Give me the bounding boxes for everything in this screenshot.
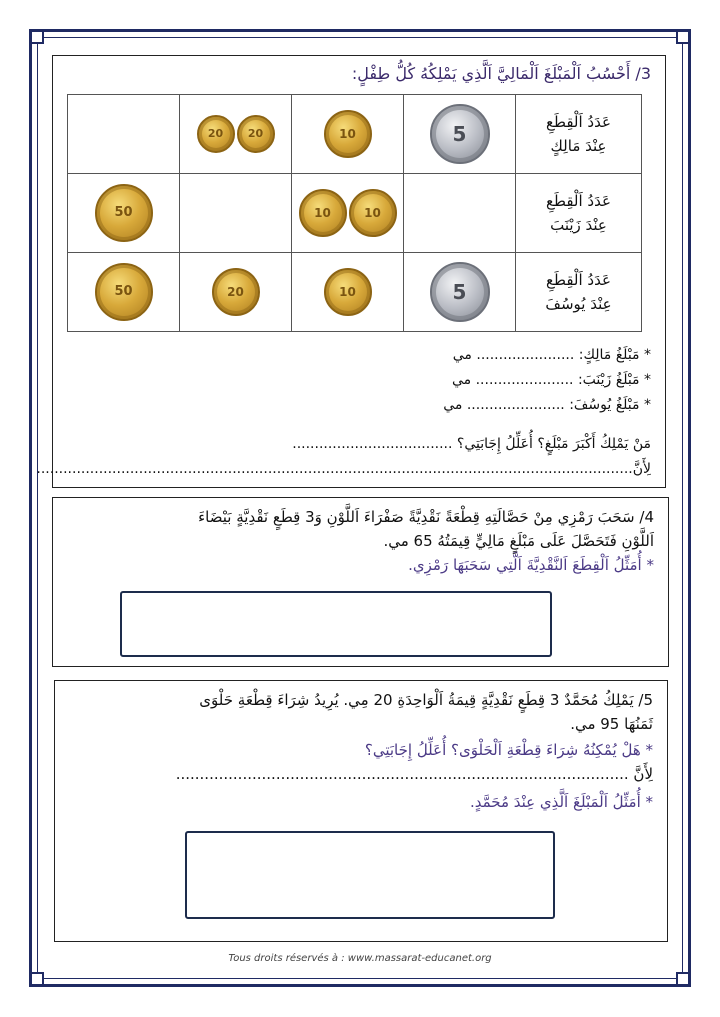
frame-corner [676,972,690,986]
exercise-4-line1: 4/ سَحَبَ رَمْزِي مِنْ حَصَّالَتِهِ قِطْعَةً نَقْدِيَّةً صَفْرَاءَ اَللَّوْنِ وَ3 قِطَعٍ نَقْدِيَّةٍ بَيْضَاءَ [198,508,654,526]
coins-table-row [68,174,642,253]
frame-corner [30,972,44,986]
coin-cell [292,95,404,174]
row-label [516,174,642,253]
coin-cell [404,253,516,332]
coin-20-gold-icon: 20 [212,268,260,316]
exercise-5-line2: ثَمَنُهَا 95 مي. [570,715,653,733]
exercise-5-question: * هَلْ يُمْكِنُهُ شِرَاءَ قِطْعَةِ اَلْحَلْوَى؟ أُعَلِّلُ إِجَابَتِي؟ [364,741,653,759]
exercise-4-answer-box[interactable] [120,591,552,657]
exercise-4-instruction: * أُمَثِّلُ اَلْقِطَعَ اَلنَّقْدِيَّةَ اَلَّتِي سَحَبَهَا رَمْزِي. [408,556,654,574]
coin-cell [180,253,292,332]
coins-table-row [68,95,642,174]
coin-10-gold-icon: 10 [324,110,372,158]
row-label-line2: عِنْدَ يُوسُفَ [545,295,612,313]
coins-table [67,94,642,332]
copyright-footer: Tous droits réservés à : www.massarat-educanet.org [228,953,492,964]
row-label-line1: عَدَدُ اَلْقِطَعِ [546,271,611,289]
row-label [516,95,642,174]
coin-cell [180,174,292,253]
amount-zeinab: * مَبْلَغُ زَيْنَبَ: ...................... مي [451,372,651,388]
because-line: لِأَنَّ...................................................................................................................................... [36,461,651,477]
coin-10-gold-icon: 10 [324,268,372,316]
exercise-5-section [54,680,668,942]
exercise-4-section [52,497,669,667]
coin-cell [404,174,516,253]
row-label-line2: عِنْدَ زَيْنَبَ [550,216,607,234]
coin-20-gold-icon: 20 [197,115,235,153]
coin-50-gold-icon: 50 [95,263,153,321]
coin-cell [68,95,180,174]
coin-cell [180,95,292,174]
exercise-5-answer-box[interactable] [185,831,555,919]
row-label [516,253,642,332]
row-label-line2: عِنْدَ مَالِكٍ [550,137,607,155]
exercise-5-line1: 5/ يَمْلِكُ مُحَمَّدٌ 3 قِطَعٍ نَقْدِيَّةٍ قِيمَةُ اَلْوَاحِدَةِ 20 مِي. يُرِيدُ شِرَاءَ قِطْعَةِ حَلْوَى [199,691,653,709]
coin-cell [68,174,180,253]
coin-cell [292,253,404,332]
amount-malik: * مَبْلَغُ مَالِكٍ: ...................... مي [452,347,651,363]
coin-10-gold-icon: 10 [349,189,397,237]
amount-youssef: * مَبْلَغُ يُوسُفَ: ...................... مي [443,397,651,413]
coin-5-silver-icon: 5 [430,104,490,164]
coin-cell [404,95,516,174]
exercise-5-instruction: * أُمَثِّلُ اَلْمَبْلَغَ اَلَّذِي عِنْدَ مُحَمَّدٍ. [469,793,653,811]
coins-table-row [68,253,642,332]
exercise-4-line2: اَللَّوْنِ فَتَحَصَّلَ عَلَى مَبْلَغٍ مَالِيٍّ قِيمَتُهُ 65 مي. [383,532,654,550]
coin-5-silver-icon: 5 [430,262,490,322]
coin-cell [292,174,404,253]
exercise-3-title: 3/ أَحْسُبُ اَلْمَبْلَغَ اَلْمَالِيَّ اَلَّذِي يَمْلِكُهُ كُلُّ طِفْلٍ: [351,64,651,83]
coin-10-gold-icon: 10 [299,189,347,237]
exercise-3-section [36,55,666,488]
coin-cell [68,253,180,332]
row-label-line1: عَدَدُ اَلْقِطَعِ [546,192,611,210]
coin-20-gold-icon: 20 [237,115,275,153]
frame-corner [30,30,44,44]
row-label-line1: عَدَدُ اَلْقِطَعِ [546,113,611,131]
coin-50-gold-icon: 50 [95,184,153,242]
question-biggest-amount: مَنْ يَمْلِكُ أَكْبَرَ مَبْلَغٍ؟ أُعَلِّلُ إِجَابَتِي؟ .................................... [292,436,651,452]
exercise-5-because: لِأَنَّ ............................................................................................... [175,765,653,783]
frame-corner [676,30,690,44]
